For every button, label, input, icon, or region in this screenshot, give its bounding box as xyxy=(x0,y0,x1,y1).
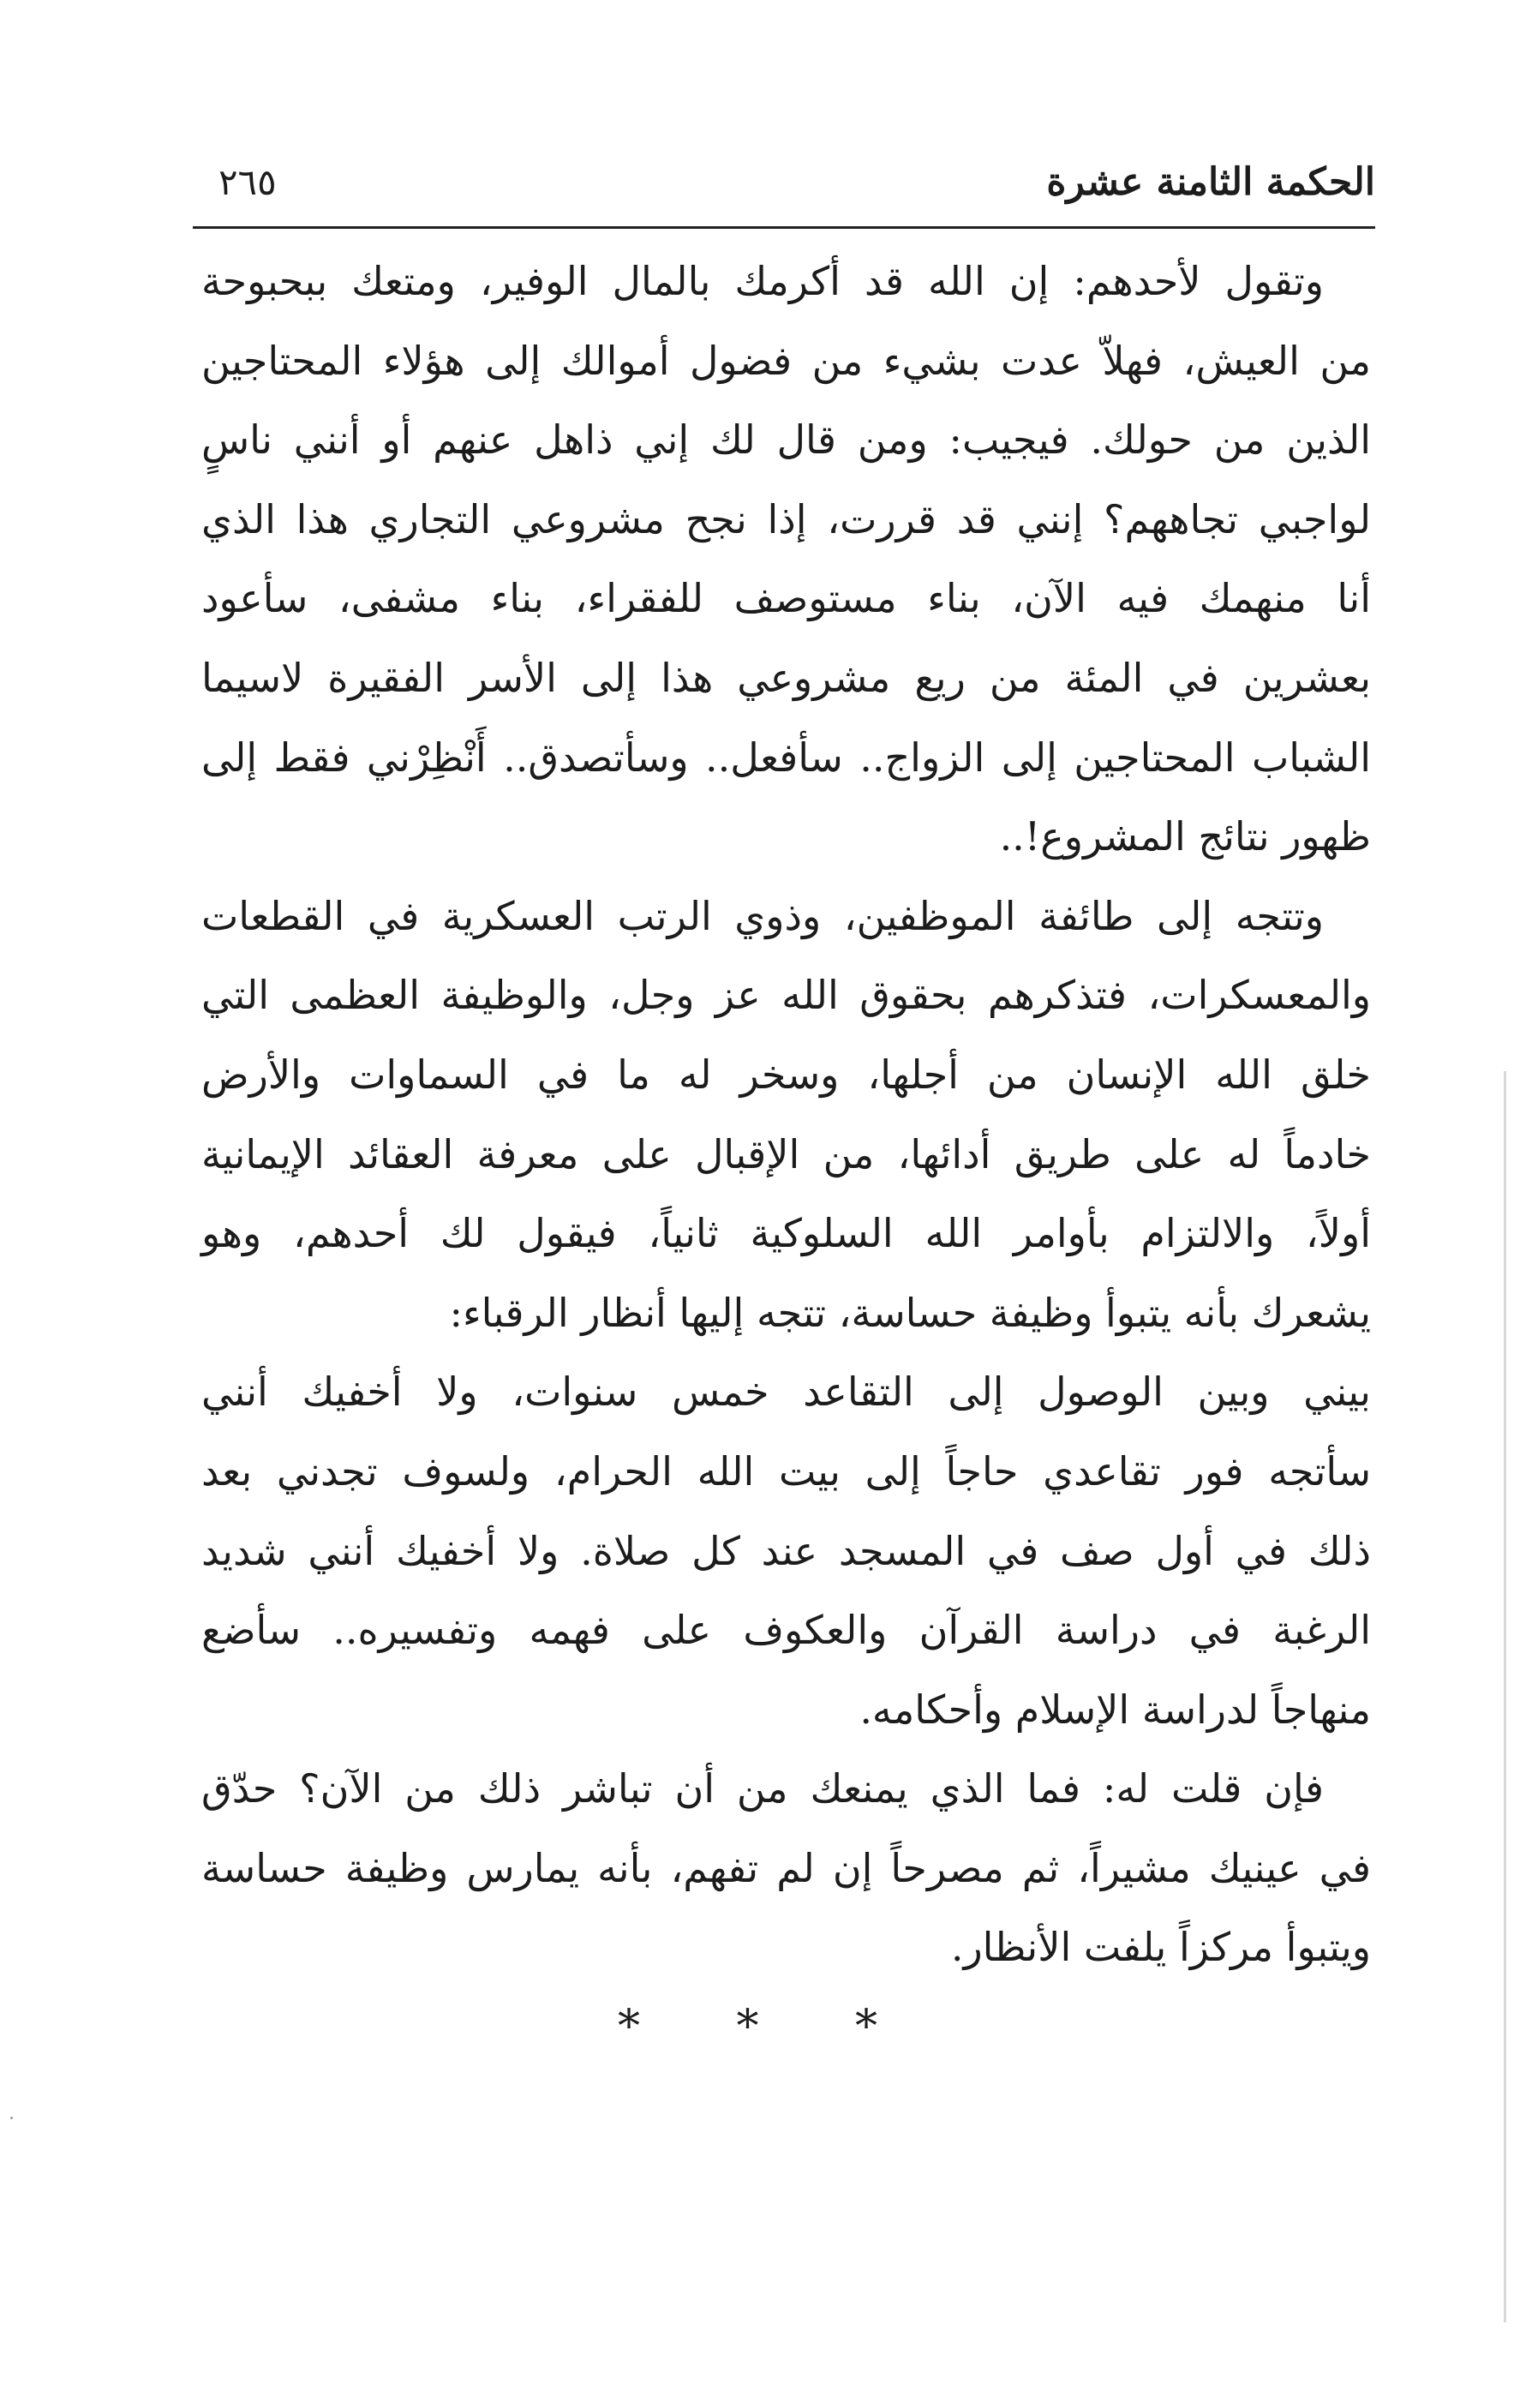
text-line: بعشرين في المئة من ريع مشروعي هذا إلى الأسر الفقيرة لاسيما xyxy=(201,654,1371,701)
page-number: ٢٦٥ xyxy=(218,161,277,203)
paragraph-4 xyxy=(201,1749,1371,1987)
text-line: والمعسكرات، فتذكرهم بحقوق الله عز وجل، والوظيفة العظمى التي xyxy=(201,972,1371,1019)
body-text xyxy=(201,242,1371,2067)
page-header xyxy=(193,153,1375,213)
asterisk-ornament: * xyxy=(855,2001,878,2053)
text-line: الذين من حولك. فيجيب: ومن قال لك إني ذاهل عنهم أو أنني ناسٍ xyxy=(201,416,1371,464)
text-line: الرغبة في دراسة القرآن والعكوف على فهمه وتفسيره.. سأضع xyxy=(201,1607,1371,1654)
scan-speck xyxy=(10,2117,13,2119)
asterisk-ornament: * xyxy=(736,2001,759,2053)
paragraph-3 xyxy=(201,1352,1371,1749)
asterisk-ornament: * xyxy=(617,2001,640,2053)
header-rule xyxy=(193,226,1375,229)
text-line: بيني وبين الوصول إلى التقاعد خمس سنوات، ولا أخفيك أنني xyxy=(201,1369,1371,1416)
paragraph-2 xyxy=(201,877,1371,1353)
text-line: فإن قلت له: فما الذي يمنعك من أن تباشر ذلك من الآن؟ حدّق xyxy=(201,1765,1324,1812)
text-line: وتقول لأحدهم: إن الله قد أكرمك بالمال الوفير، ومتعك ببحبوحة xyxy=(201,258,1324,304)
text-line: خلق الله الإنسان من أجلها، وسخر له ما في السماوات والأرض xyxy=(201,1051,1371,1098)
text-line: أنا منهمك فيه الآن، بناء مستوصف للفقراء، بناء مشفى، سأعود xyxy=(201,575,1371,622)
paragraph-1 xyxy=(201,242,1371,877)
text-line: يشعرك بأنه يتبوأ وظيفة حساسة، تتجه إليها أنظار الرقباء: xyxy=(449,1289,1371,1336)
text-line: ظهور نتائج المشروع!.. xyxy=(999,813,1371,860)
text-line: الشباب المحتاجين إلى الزواج.. سأفعل.. وسأتصدق.. أَنْظِرْني فقط إلى xyxy=(201,734,1371,781)
text-line: لواجبي تجاههم؟ إنني قد قررت، إذا نجح مشروعي التجاري هذا الذي xyxy=(201,495,1371,542)
text-line: ذلك في أول صف في المسجد عند كل صلاة. ولا أخفيك أنني شديد xyxy=(201,1527,1371,1574)
text-line: سأتجه فور تقاعدي حاجاً إلى بيت الله الحرام، ولسوف تجدني بعد xyxy=(201,1447,1371,1495)
section-ornament xyxy=(201,1987,1371,2067)
text-line: ويتبوأ مركزاً يلفت الأنظار. xyxy=(950,1924,1371,1971)
text-line: أولاً، والالتزام بأوامر الله السلوكية ثانياً، فيقول لك أحدهم، وهو xyxy=(201,1210,1371,1257)
text-line: في عينيك مشيراً، ثم مصرحاً إن لم تفهم، بأنه يمارس وظيفة حساسة xyxy=(201,1844,1371,1891)
text-line: من العيش، فهلاّ عدت بشيء من فضول أموالك إلى هؤلاء المحتاجين xyxy=(201,337,1371,384)
text-line: وتتجه إلى طائفة الموظفين، وذوي الرتب العسكرية في القطعات xyxy=(201,892,1324,939)
text-line: منهاجاً لدراسة الإسلام وأحكامه. xyxy=(859,1686,1371,1733)
running-title: الحكمة الثامنة عشرة xyxy=(1046,160,1375,204)
text-line: خادماً له على طريق أدائها، من الإقبال على معرفة العقائد الإيمانية xyxy=(201,1130,1371,1177)
scan-edge xyxy=(1504,1071,1506,2322)
